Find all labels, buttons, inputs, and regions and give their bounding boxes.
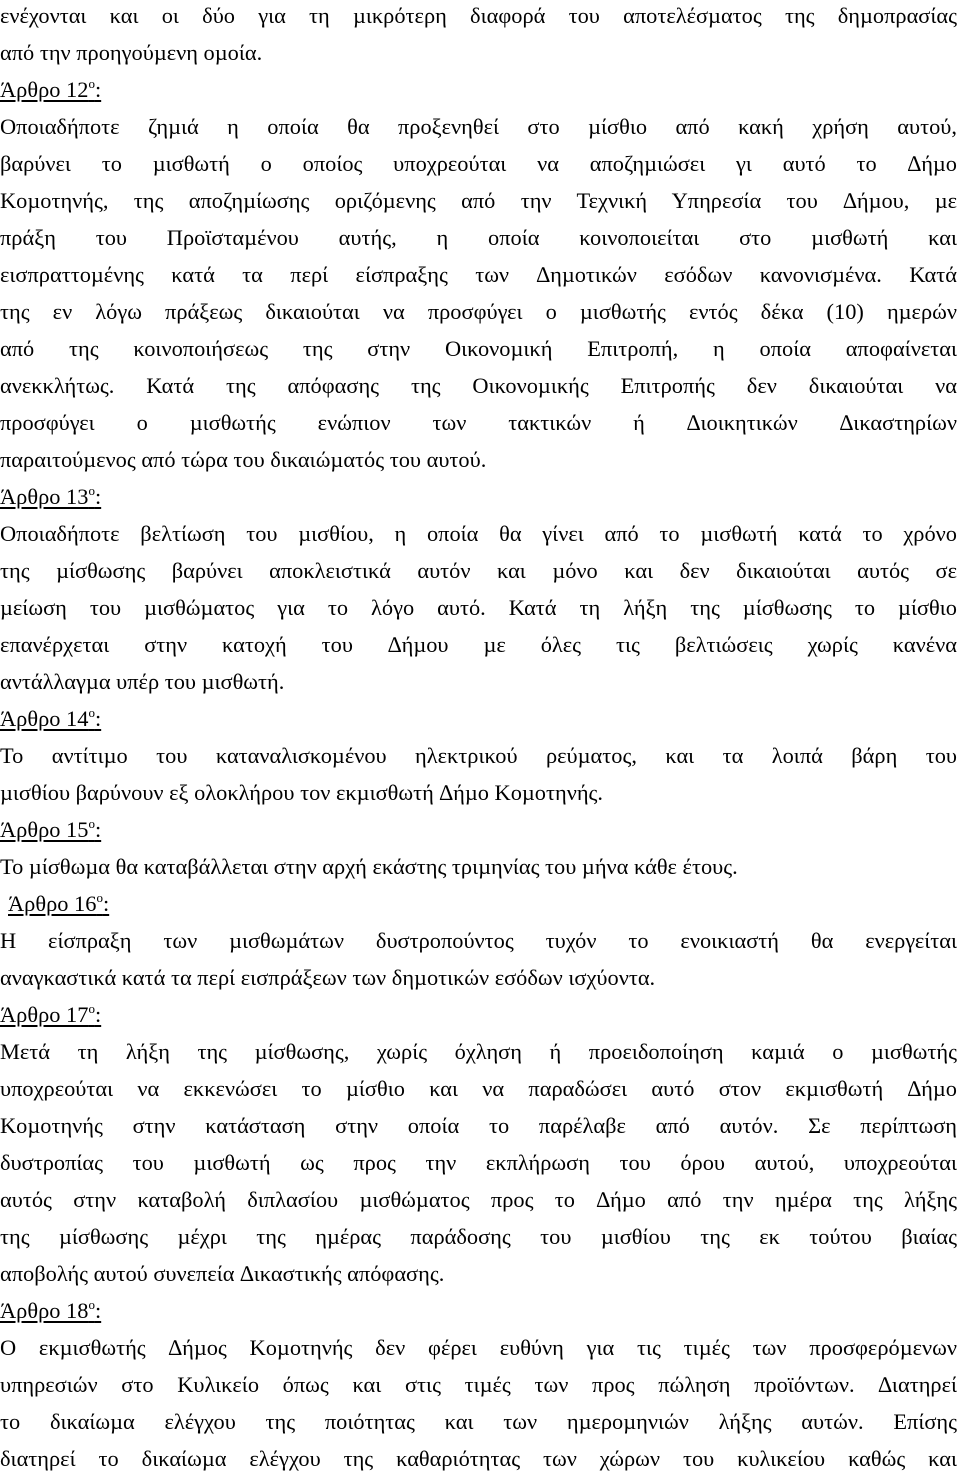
text-line: µείωση του µισθώµατος για το λόγο αυτό. Κατά τη λήξη της µίσθωσης το µίσθιο <box>0 595 957 620</box>
text-line: αυτός στην καταβολή διπλασίου µισθώµατος προς το ∆ήµο από την ηµέρα της λήξης <box>0 1187 957 1212</box>
article-14-heading: Άρθρο $14^o$: <box>0 705 102 731</box>
text-line: υπηρεσιών στο Κυλικείο όπως και στις τιµές των προς πώληση προϊόντων. ∆ιατηρεί <box>0 1372 957 1397</box>
text-line: εισπραττοµένης κατά τα περί είσπραξης των ∆ηµοτικών εσόδων κανονισµένα. Κατά <box>0 262 957 287</box>
text-line: δυστροπίας του µισθωτή ως προς την εκπλήρωση του όρου αυτού, υποχρεούται <box>0 1150 957 1175</box>
text-line: Το αντίτιµο του καταναλισκοµένου ηλεκτρικού ρεύµατος, και τα λοιπά βάρη του <box>0 743 957 768</box>
text-line: Μετά τη λήξη της µίσθωσης, χωρίς όχληση ή προειδοποίηση καµιά ο µισθωτής <box>0 1039 957 1064</box>
text-line: παραιτούµενος από τώρα του δικαιώµατός του αυτού. <box>0 447 487 472</box>
article-18-heading: Άρθρο $18^o$: <box>0 1297 102 1323</box>
text-line: της µίσθωσης βαρύνει αποκλειστικά αυτόν και µόνο και δεν δικαιούται αυτός σε <box>0 558 957 583</box>
text-line: προσφύγει ο µισθωτής ενώπιον των τακτικών ή ∆ιοικητικών ∆ικαστηρίων <box>0 410 957 435</box>
text-line: ενέχονται και οι δύο για τη µικρότερη διαφορά του αποτελέσµατος της δηµοπρασίας <box>0 3 957 28</box>
text-line: Η είσπραξη των µισθωµάτων δυστροπούντος τυχόν το ενοικιαστή θα ενεργείται <box>0 928 957 953</box>
text-line: Κοµοτηνής στην κατάσταση στην οποία το παρέλαβε από αυτόν. Σε περίπτωση <box>0 1113 957 1138</box>
article-17-heading: Άρθρο $17^o$: <box>0 1001 102 1027</box>
text-line: αναγκαστικά κατά τα περί εισπράξεων των δηµοτικών εσόδων ισχύοντα. <box>0 965 656 990</box>
text-line: αποβολής αυτού συνεπεία ∆ικαστικής απόφασης. <box>0 1261 445 1286</box>
text-line: αντάλλαγµα υπέρ του µισθωτή. <box>0 669 285 694</box>
text-line: βαρύνει το µισθωτή ο οποίος υποχρεούται να αποζηµιώσει γι αυτό το ∆ήµο <box>0 151 957 176</box>
text-line: Το µίσθωµα θα καταβάλλεται στην αρχή εκάστης τριµηνίας του µήνα κάθε έτους. <box>0 854 738 879</box>
text-line: Οποιαδήποτε ζηµιά η οποία θα προξενηθεί στο µίσθιο από κακή χρήση αυτού, <box>0 114 957 139</box>
text-line: από την προηγούµενη οµοία. <box>0 40 263 65</box>
text-line: το δικαίωµα ελέγχου της ποιότητας και των ηµεροµηνιών λήξης αυτών. Επίσης <box>0 1409 957 1434</box>
text-line: ανεκκλήτως. Κατά της απόφασης της Οικονοµικής Επιτροπής δεν δικαιούται να <box>0 373 957 398</box>
article-16-heading: Άρθρο $16^o$: <box>8 890 110 916</box>
text-line: υποχρεούται να εκκενώσει το µίσθιο και να παραδώσει αυτό στον εκµισθωτή ∆ήµο <box>0 1076 957 1101</box>
article-15-heading: Άρθρο $15^o$: <box>0 816 102 842</box>
text-line: µισθίου βαρύνουν εξ ολοκλήρου τον εκµισθωτή ∆ήµο Κοµοτηνής. <box>0 780 603 805</box>
text-line: επανέρχεται στην κατοχή του ∆ήµου µε όλες τις βελτιώσεις χωρίς κανένα <box>0 632 957 657</box>
text-line: από της κοινοποιήσεως της στην Οικονοµική Επιτροπή, η οποία αποφαίνεται <box>0 336 957 361</box>
text-line: της µίσθωσης µέχρι της ηµέρας παράδοσης του µισθίου της εκ τούτου βιαίας <box>0 1224 957 1249</box>
text-line: της εν λόγω πράξεως δικαιούται να προσφύγει ο µισθωτής εντός δέκα (10) ηµερών <box>0 299 957 324</box>
text-line: Ο εκµισθωτής ∆ήµος Κοµοτηνής δεν φέρει ευθύνη για τις τιµές των προσφερόµενων <box>0 1335 957 1360</box>
text-line: πράξη του Προϊσταµένου αυτής, η οποία κοινοποιείται στο µισθωτή και <box>0 225 957 250</box>
text-line: διατηρεί το δικαίωµα ελέγχου της καθαριότητας των χώρων του κυλικείου καθώς και <box>0 1446 957 1471</box>
text-line: Οποιαδήποτε βελτίωση του µισθίου, η οποία θα γίνει από το µισθωτή κατά το χρόνο <box>0 521 957 546</box>
article-13-heading: Άρθρο $13^o$: <box>0 483 102 509</box>
text-line: Κοµοτηνής, της αποζηµίωσης οριζόµενης από την Τεχνική Υπηρεσία του ∆ήµου, µε <box>0 188 957 213</box>
article-12-heading: Άρθρο $12^o$: <box>0 76 102 102</box>
